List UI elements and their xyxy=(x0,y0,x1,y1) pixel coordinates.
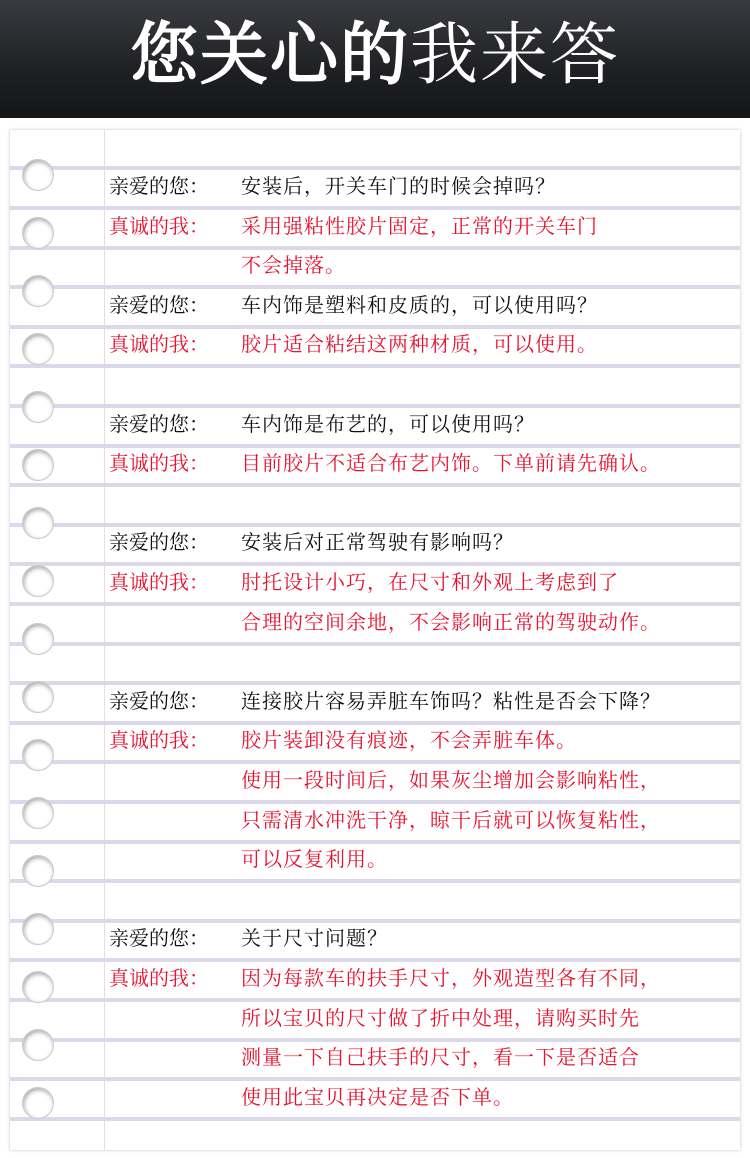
question-row xyxy=(10,522,740,562)
me-label: 真诚的我： xyxy=(109,451,209,476)
me-label: 真诚的我： xyxy=(109,570,209,594)
question-text: 安装后，开关车门的时候会掉吗？ xyxy=(241,174,556,198)
answer-row xyxy=(10,443,740,483)
you-label: 亲爱的您： xyxy=(109,411,209,436)
answer-row xyxy=(10,720,740,760)
question-text: 车内饰是塑料和皮质的，可以使用吗？ xyxy=(241,292,598,317)
answer-row xyxy=(10,998,740,1038)
question-row xyxy=(10,681,740,721)
question-text: 关于尺寸问题？ xyxy=(241,926,388,951)
me-label: 真诚的我： xyxy=(109,213,209,238)
answer-text: 只需清水冲洗干净，晾干后就可以恢复粘性， xyxy=(241,807,661,832)
answer-row xyxy=(10,800,740,840)
answer-row xyxy=(10,602,740,642)
question-row xyxy=(10,918,740,958)
answer-row xyxy=(10,562,740,602)
answer-row xyxy=(10,324,740,364)
me-label: 真诚的我： xyxy=(109,728,209,753)
me-label: 真诚的我： xyxy=(109,332,209,357)
answer-row xyxy=(10,839,740,879)
page-header xyxy=(0,0,750,118)
answer-text: 目前胶片不适合布艺内饰。下单前请先确认。 xyxy=(241,451,661,476)
rule-line xyxy=(10,364,740,368)
question-row xyxy=(10,166,740,206)
you-label: 亲爱的您： xyxy=(109,926,209,951)
answer-row xyxy=(10,958,740,998)
question-row xyxy=(10,285,740,325)
answer-row xyxy=(10,245,740,285)
answer-text: 采用强粘性胶片固定，正常的开关车门 xyxy=(241,213,598,238)
rule-line xyxy=(10,642,740,646)
answer-text: 测量一下自己扶手的尺寸，看一下是否适合 xyxy=(241,1045,640,1070)
answer-text: 胶片适合粘结这两种材质，可以使用。 xyxy=(241,332,598,357)
you-label: 亲爱的您： xyxy=(109,530,209,555)
answer-text: 可以反复利用。 xyxy=(241,847,388,872)
answer-row xyxy=(10,206,740,246)
answer-text: 肘托设计小巧，在尺寸和外观上考虑到了 xyxy=(241,570,619,594)
me-label: 真诚的我： xyxy=(109,966,209,990)
title-bold: 您关心的 xyxy=(129,16,410,95)
you-label: 亲爱的您： xyxy=(109,174,209,198)
rule-line xyxy=(10,1117,740,1121)
you-label: 亲爱的您： xyxy=(109,292,209,317)
answer-text: 因为每款车的扶手尺寸，外观造型各有不同， xyxy=(241,966,661,990)
answer-text: 胶片装卸没有痕迹，不会弄脏车体。 xyxy=(241,728,577,753)
notebook-paper xyxy=(10,130,740,1150)
question-text: 连接胶片容易弄脏车饰吗？粘性是否会下降？ xyxy=(241,688,661,713)
question-row xyxy=(10,404,740,444)
page-title xyxy=(129,16,621,95)
question-text: 安装后对正常驾驶有影响吗？ xyxy=(241,530,514,555)
answer-text: 合理的空间余地，不会影响正常的驾驶动作。 xyxy=(241,609,661,634)
title-light: 我来答 xyxy=(410,16,621,95)
answer-row xyxy=(10,1037,740,1077)
answer-row xyxy=(10,1077,740,1117)
question-text: 车内饰是布艺的，可以使用吗？ xyxy=(241,411,535,436)
answer-text: 使用一段时间后，如果灰尘增加会影响粘性， xyxy=(241,768,661,792)
answer-text: 使用此宝贝再决定是否下单。 xyxy=(241,1084,514,1109)
answer-text: 所以宝贝的尺寸做了折中处理，请购买时先 xyxy=(241,1005,640,1030)
rule-line xyxy=(10,879,740,883)
rule-line xyxy=(10,483,740,487)
answer-row xyxy=(10,760,740,800)
you-label: 亲爱的您： xyxy=(109,688,209,713)
answer-text: 不会掉落。 xyxy=(241,253,346,278)
